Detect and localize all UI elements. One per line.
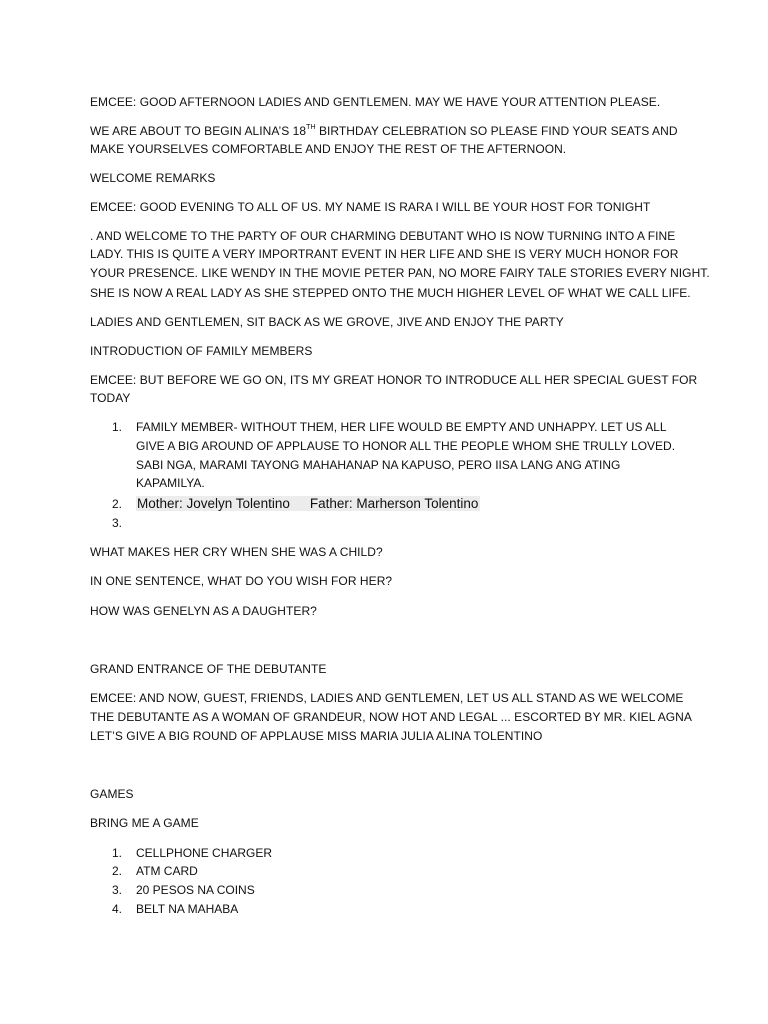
- entrance-line-2: THE DEBUTANTE AS A WOMAN OF GRANDEUR, NOW HOT AND LEGAL ... ESCORTED BY MR. KIEL AGNA: [90, 710, 692, 724]
- family-list-item-2: [112, 494, 480, 514]
- question-2: IN ONE SENTENCE, WHAT DO YOU WISH FOR HER?: [90, 574, 393, 588]
- list-number: 3.: [112, 516, 123, 530]
- game-item-label: BELT NA MAHABA: [136, 902, 239, 916]
- welcome-heading: WELCOME REMARKS: [90, 171, 216, 185]
- game-item-label: ATM CARD: [136, 864, 198, 878]
- list-number: 3.: [112, 883, 123, 897]
- game-item-label: CELLPHONE CHARGER: [136, 846, 273, 860]
- game-item-3: [112, 881, 672, 900]
- mother-name: Mother: Jovelyn Tolentino: [137, 496, 290, 511]
- list-number: 2.: [112, 864, 123, 878]
- welcome-paragraph-line-3: YOUR PRESENCE. LIKE WENDY IN THE MOVIE PETER PAN, NO MORE FAIRY TALE STORIES EVERY NIGHT.: [90, 266, 710, 280]
- game-item-label: 20 PESOS NA COINS: [136, 883, 255, 897]
- intro-line-3: MAKE YOURSELVES COMFORTABLE AND ENJOY THE REST OF THE AFTERNOON.: [90, 142, 567, 156]
- intro-line-2-pre: WE ARE ABOUT TO BEGIN ALINA’S 18: [90, 124, 307, 138]
- games-heading: GAMES: [90, 787, 134, 801]
- list-number: 1.: [112, 420, 123, 434]
- sit-back-line: LADIES AND GENTLEMEN, SIT BACK AS WE GROVE, JIVE AND ENJOY THE PARTY: [90, 315, 564, 329]
- family-list-item-1: [112, 418, 672, 437]
- family-heading: INTRODUCTION OF FAMILY MEMBERS: [90, 344, 313, 358]
- question-1: WHAT MAKES HER CRY WHEN SHE WAS A CHILD?: [90, 545, 383, 559]
- family-list-item-3: [112, 514, 672, 533]
- parents-highlight: [136, 496, 480, 511]
- games-subheading: BRING ME A GAME: [90, 816, 199, 830]
- family-emcee-line-2: TODAY: [90, 391, 131, 405]
- intro-line-2-sup: TH: [306, 124, 316, 131]
- father-name: Father: Marherson Tolentino: [309, 496, 479, 511]
- intro-line-1: EMCEE: GOOD AFTERNOON LADIES AND GENTLEMEN. MAY WE HAVE YOUR ATTENTION PLEASE.: [90, 95, 661, 109]
- question-3: HOW WAS GENELYN AS A DAUGHTER?: [90, 604, 317, 618]
- list-item-text: FAMILY MEMBER- WITHOUT THEM, HER LIFE WOULD BE EMPTY AND UNHAPPY. LET US ALL: [136, 420, 667, 434]
- family-list-item-1-cont-1: GIVE A BIG AROUND OF APPLAUSE TO HONOR ALL THE PEOPLE WHOM SHE TRULLY LOVED.: [136, 439, 676, 453]
- game-item-1: [112, 844, 672, 863]
- intro-line-2-post: BIRTHDAY CELEBRATION SO PLEASE FIND YOUR SEATS AND: [315, 124, 678, 138]
- list-number: 1.: [112, 846, 123, 860]
- intro-line-2: [90, 122, 680, 141]
- welcome-paragraph-line-2: LADY. THIS IS QUITE A VERY IMPORTRANT EVENT IN HER LIFE AND SHE IS VERY MUCH HONOR FOR: [90, 247, 679, 261]
- welcome-paragraph-line-1: . AND WELCOME TO THE PARTY OF OUR CHARMING DEBUTANT WHO IS NOW TURNING INTO A FINE: [90, 229, 676, 243]
- family-list-item-1-cont-2: SABI NGA, MARAMI TAYONG MAHAHANAP NA KAPUSO, PERO IISA LANG ANG ATING: [136, 458, 621, 472]
- list-number: 2.: [112, 497, 123, 511]
- entrance-line-3: LET’S GIVE A BIG ROUND OF APPLAUSE MISS MARIA JULIA ALINA TOLENTINO: [90, 729, 543, 743]
- entrance-line-1: EMCEE: AND NOW, GUEST, FRIENDS, LADIES AND GENTLEMEN, LET US ALL STAND AS WE WELCOME: [90, 691, 684, 705]
- game-item-2: [112, 862, 672, 881]
- family-emcee-line-1: EMCEE: BUT BEFORE WE GO ON, ITS MY GREAT HONOR TO INTRODUCE ALL HER SPECIAL GUEST FOR: [90, 373, 698, 387]
- game-item-4: [112, 900, 672, 919]
- list-number: 4.: [112, 902, 123, 916]
- welcome-paragraph-line-4: SHE IS NOW A REAL LADY AS SHE STEPPED ONTO THE MUCH HIGHER LEVEL OF WHAT WE CALL LIFE.: [90, 286, 691, 300]
- welcome-emcee: EMCEE: GOOD EVENING TO ALL OF US. MY NAME IS RARA I WILL BE YOUR HOST FOR TONIGHT: [90, 200, 651, 214]
- entrance-heading: GRAND ENTRANCE OF THE DEBUTANTE: [90, 662, 327, 676]
- family-list-item-1-cont-3: KAPAMILYA.: [136, 476, 205, 490]
